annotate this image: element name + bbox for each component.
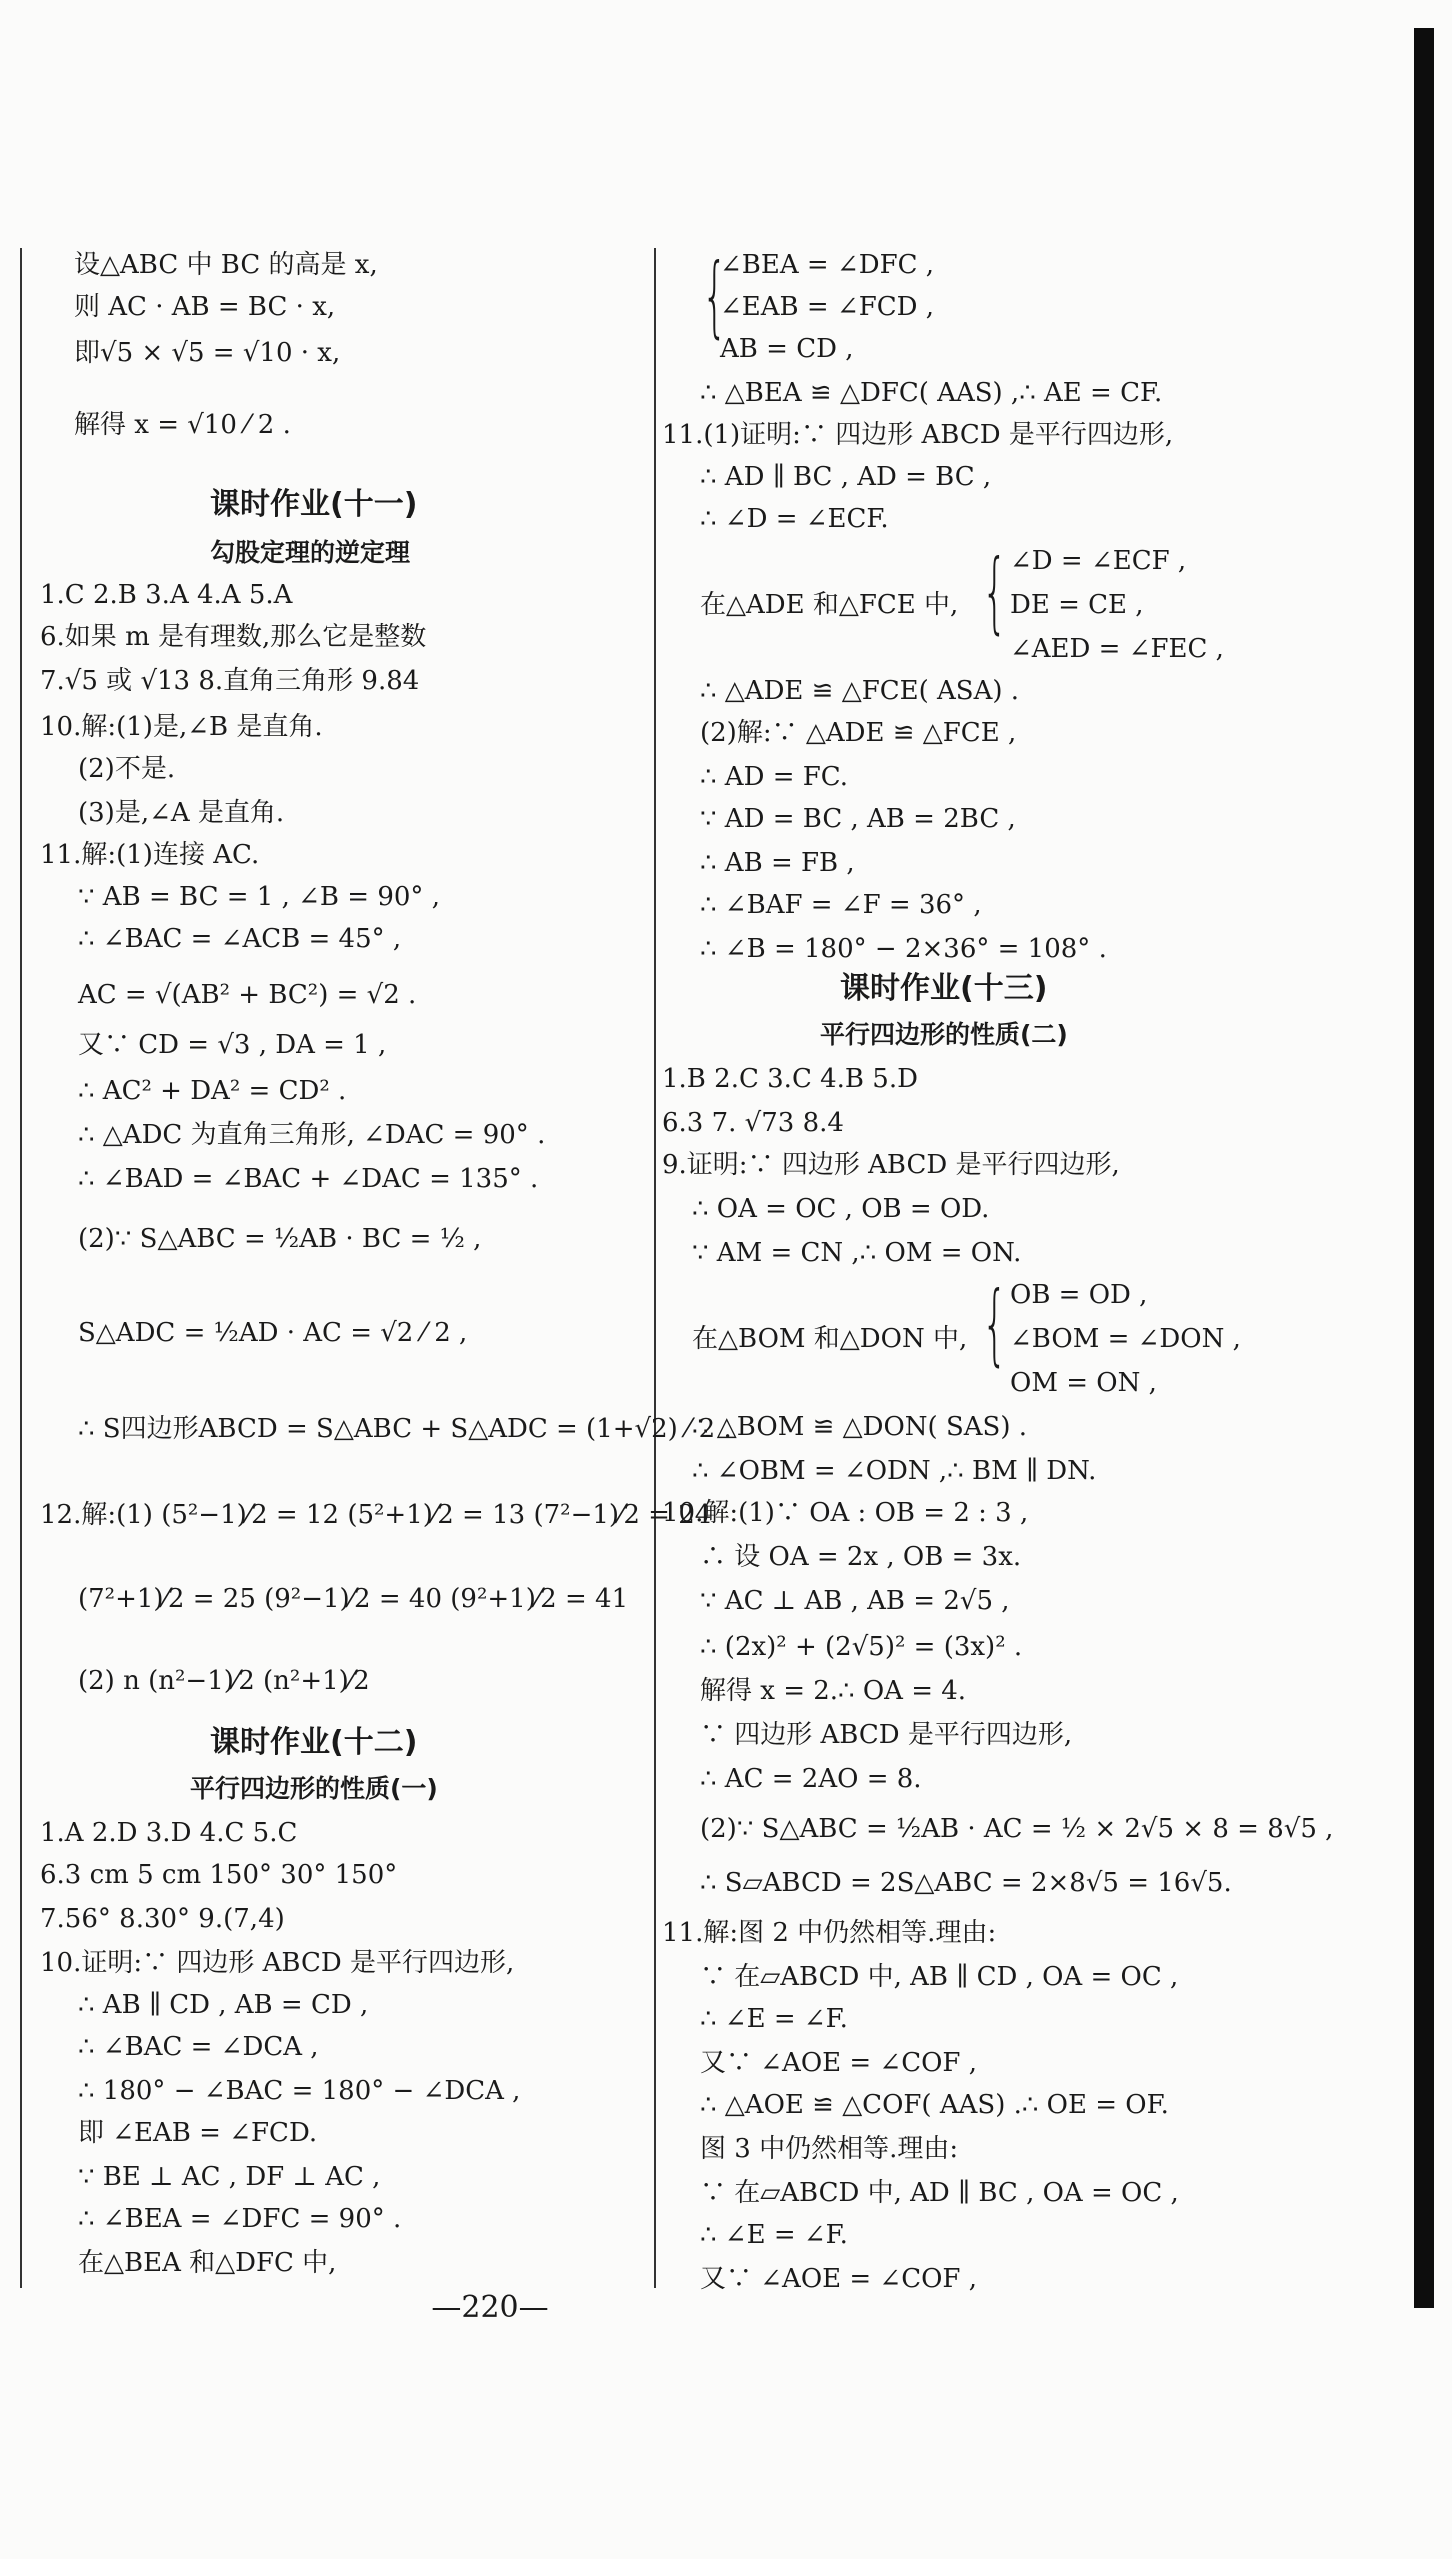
right-text-line: 在△ADE 和△FCE 中, [700,590,959,620]
right-text-line: ∴ △BEA ≌ △DFC( AAS) ,∴ AE = CF. [700,378,1163,408]
right-section-subtitle: 平行四边形的性质(二) [820,1020,1068,1049]
left-section-title: 课时作业(十二) [210,1725,418,1760]
left-section-subtitle: 勾股定理的逆定理 [210,538,411,567]
left-text-line: (2)不是. [78,754,176,784]
left-text-line: 即 ∠EAB = ∠FCD. [78,2118,318,2148]
right-text-line: 又∵ ∠AOE = ∠COF , [700,2264,977,2294]
left-text-line: ∴ ∠BEA = ∠DFC = 90° . [78,2204,402,2234]
right-text-line: ∴ AB = FB , [700,848,855,878]
left-text-line: 6.3 cm 5 cm 150° 30° 150° [40,1860,398,1890]
right-text-line: 9.证明:∵ 四边形 ABCD 是平行四边形, [662,1150,1120,1180]
right-text-line: ∠EAB = ∠FCD , [720,292,935,322]
left-text-line: 设△ABC 中 BC 的高是 x, [74,250,378,280]
right-text-line: 10.解:(1)∵ OA : OB = 2 : 3 , [662,1498,1029,1528]
right-text-line: ∴ ∠BAF = ∠F = 36° , [700,890,982,920]
brace-left-system-2: { [982,540,1008,643]
right-text-line: ∴ △BOM ≌ △DON( SAS) . [692,1412,1028,1442]
left-text-line: 即√5 × √5 = √10 · x, [74,338,341,368]
right-text-line: OM = ON , [1010,1368,1157,1398]
page-edge-shadow [1414,28,1434,2308]
left-text-line: AC = √(AB² + BC²) = √2 . [78,980,417,1010]
left-section-subtitle: 平行四边形的性质(一) [190,1774,438,1803]
left-text-line: ∴ ∠BAC = ∠ACB = 45° , [78,924,402,954]
right-text-line: ∵ AM = CN ,∴ OM = ON. [692,1238,1022,1268]
right-section-title: 课时作业(十三) [840,971,1048,1006]
left-text-line: 在△BEA 和△DFC 中, [78,2248,337,2278]
right-text-line: 图 3 中仍然相等.理由: [700,2134,959,2164]
right-text-line: 1.B 2.C 3.C 4.B 5.D [662,1064,918,1094]
left-margin-rule [20,248,22,2288]
brace-left-system-3: { [982,1272,1008,1375]
brace-left-system-1: { [702,244,728,347]
left-text-line: 10.证明:∵ 四边形 ABCD 是平行四边形, [40,1948,515,1978]
right-text-line: ∴ ∠E = ∠F. [700,2004,848,2034]
left-text-line: ∴ S四边形ABCD = S△ABC + S△ADC = (1+√2) ⁄ 2 . [78,1414,732,1444]
right-text-line: ∵ 在▱ABCD 中, AD ∥ BC , OA = OC , [700,2178,1179,2208]
right-text-line: 6.3 7. √73 8.4 [662,1108,844,1138]
left-text-line: ∴ △ADC 为直角三角形, ∠DAC = 90° . [78,1120,546,1150]
right-text-line: ∵ 四边形 ABCD 是平行四边形, [700,1720,1073,1750]
column-divider [654,248,656,2288]
right-text-line: AB = CD , [720,334,854,364]
left-text-line: ∵ AB = BC = 1 , ∠B = 90° , [78,882,440,912]
right-text-line: ∴ AD = FC. [700,762,849,792]
left-text-line: (2)∵ S△ABC = ½AB · BC = ½ , [78,1224,482,1254]
left-text-line: S△ADC = ½AD · AC = √2 ⁄ 2 , [78,1318,468,1348]
right-text-line: ∴ AC = 2AO = 8. [700,1764,922,1794]
right-text-line: ∴ OA = OC , OB = OD. [692,1194,990,1224]
right-text-line: ∠AED = ∠FEC , [1010,634,1224,664]
left-text-line: ∴ AC² + DA² = CD² . [78,1076,347,1106]
right-text-line: 解得 x = 2.∴ OA = 4. [700,1676,967,1706]
right-text-line: ∵ AC ⊥ AB , AB = 2√5 , [700,1586,1010,1616]
right-text-line: ∵ AD = BC , AB = 2BC , [700,804,1016,834]
page-number: —220— [431,2290,549,2325]
right-text-line: DE = CE , [1010,590,1144,620]
right-text-line: ∵ 在▱ABCD 中, AB ∥ CD , OA = OC , [700,1962,1179,1992]
right-text-line: ∴ 设 OA = 2x , OB = 3x. [700,1542,1022,1572]
right-text-line: ∠BOM = ∠DON , [1010,1324,1241,1354]
left-text-line: 解得 x = √10 ⁄ 2 . [74,410,291,440]
left-text-line: ∴ ∠BAC = ∠DCA , [78,2032,319,2062]
right-text-line: 在△BOM 和△DON 中, [692,1324,968,1354]
left-text-line: 则 AC · AB = BC · x, [74,292,336,322]
left-text-line: 6.如果 m 是有理数,那么它是整数 [40,622,427,652]
left-text-line: (3)是,∠A 是直角. [78,798,285,828]
right-text-line: (2)解:∵ △ADE ≌ △FCE , [700,718,1017,748]
left-text-line: 11.解:(1)连接 AC. [40,840,260,870]
right-text-line: ∴ AD ∥ BC , AD = BC , [700,462,992,492]
left-text-line: 又∵ CD = √3 , DA = 1 , [78,1030,387,1060]
right-text-line: (2)∵ S△ABC = ½AB · AC = ½ × 2√5 × 8 = 8√5 , [700,1814,1334,1844]
right-text-line: 11.解:图 2 中仍然相等.理由: [662,1918,997,1948]
left-text-line: ∴ 180° − ∠BAC = 180° − ∠DCA , [78,2076,521,2106]
right-text-line: ∴ S▱ABCD = 2S△ABC = 2×8√5 = 16√5. [700,1868,1232,1898]
right-text-line: ∠D = ∠ECF , [1010,546,1187,576]
right-text-line: ∴ ∠E = ∠F. [700,2220,848,2250]
left-text-line: ∵ BE ⊥ AC , DF ⊥ AC , [78,2162,381,2192]
right-text-line: ∴ (2x)² + (2√5)² = (3x)² . [700,1632,1023,1662]
left-text-line: ∴ ∠BAD = ∠BAC + ∠DAC = 135° . [78,1164,539,1194]
right-text-line: OB = OD , [1010,1280,1148,1310]
right-text-line: 11.(1)证明:∵ 四边形 ABCD 是平行四边形, [662,420,1174,450]
left-text-line: 1.A 2.D 3.D 4.C 5.C [40,1818,298,1848]
left-text-line: (2) n (n²−1)⁄2 (n²+1)⁄2 [78,1666,370,1696]
right-text-line: ∠BEA = ∠DFC , [720,250,935,280]
right-text-line: ∴ ∠B = 180° − 2×36° = 108° . [700,934,1107,964]
right-text-line: ∴ △ADE ≌ △FCE( ASA) . [700,676,1020,706]
right-text-line: ∴ ∠OBM = ∠ODN ,∴ BM ∥ DN. [692,1456,1097,1486]
left-text-line: 12.解:(1) (5²−1)⁄2 = 12 (5²+1)⁄2 = 13 (7²−1)⁄2 = 24 [40,1500,712,1530]
right-text-line: ∴ △AOE ≌ △COF( AAS) .∴ OE = OF. [700,2090,1169,2120]
left-text-line: 7.56° 8.30° 9.(7,4) [40,1904,285,1934]
left-text-line: 7.√5 或 √13 8.直角三角形 9.84 [40,666,420,696]
right-text-line: ∴ ∠D = ∠ECF. [700,504,889,534]
left-text-line: 10.解:(1)是,∠B 是直角. [40,712,323,742]
right-text-line: 又∵ ∠AOE = ∠COF , [700,2048,977,2078]
left-text-line: 1.C 2.B 3.A 4.A 5.A [40,580,293,610]
left-text-line: ∴ AB ∥ CD , AB = CD , [78,1990,369,2020]
left-text-line: (7²+1)⁄2 = 25 (9²−1)⁄2 = 40 (9²+1)⁄2 = 41 [78,1584,629,1614]
left-section-title: 课时作业(十一) [210,487,418,522]
